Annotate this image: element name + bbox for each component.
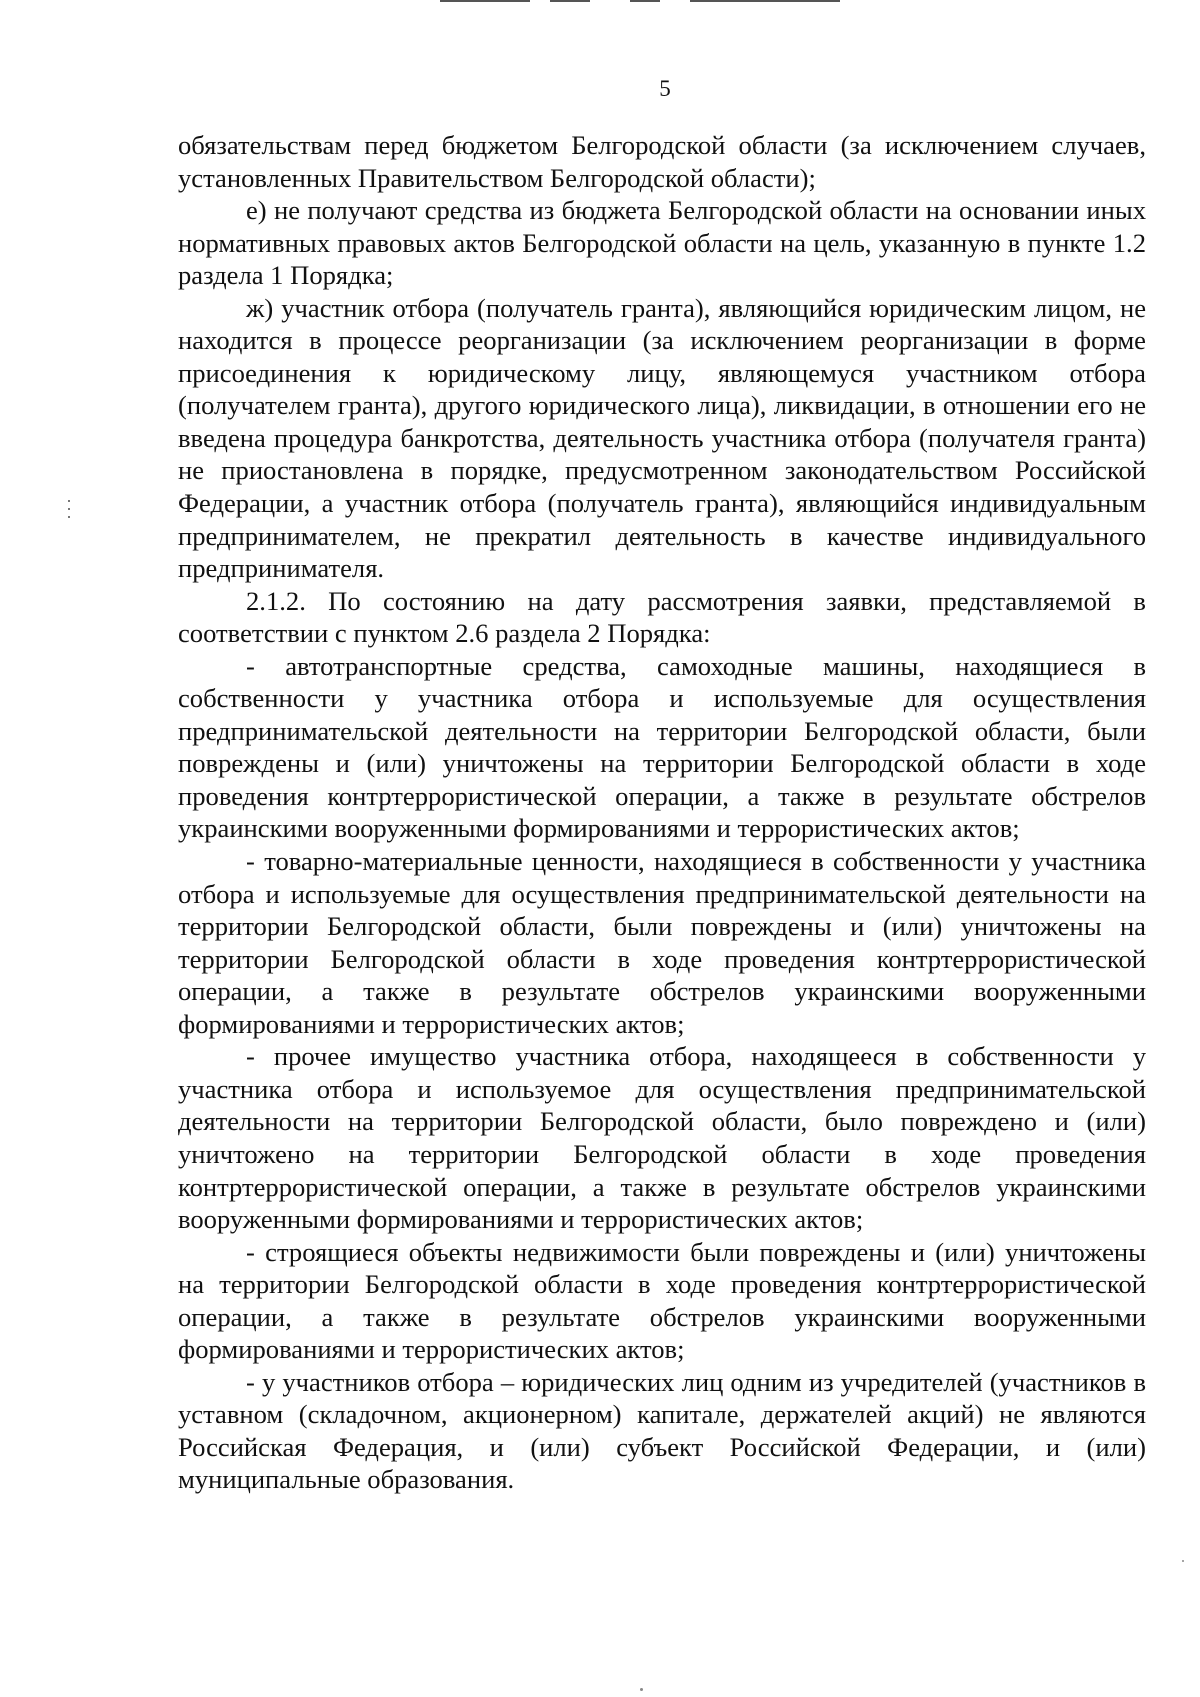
list-item: - товарно-материальные ценности, находящиеся в собственности у участника отбора и используемые для осуществления предпринимательской деятельности на территории Белгородской области, были повреждены и (или) уничтожены на территории Белгородской области в ходе проведения контртеррористической операции, а также в результате обстрелов украинскими вооруженными формированиями и террористических актов; [178, 846, 1146, 1039]
list-item: - автотранспортные средства, самоходные машины, находящиеся в собственности у участника отбора и используемые для осуществления предпринимательской деятельности на территории Белгородской области, были повреждены и (или) уничтожены на территории Белгородской области в ходе проведения контртеррористической операции, а также в результате обстрелов украинскими вооруженными формированиями и террористических актов; [178, 650, 1146, 844]
document-body [178, 129, 1146, 1496]
scan-margin-marks [66, 500, 72, 522]
paragraph: 2.1.2. По состоянию на дату рассмотрения заявки, представляемой в соответствии с пунктом 2.6 раздела 2 Порядка: [178, 585, 1146, 649]
scan-speck [1182, 1560, 1184, 1562]
scan-top-marks [440, 0, 840, 6]
paragraph: е) не получают средства из бюджета Белгородской области на основании иных нормативных правовых актов Белгородской области на цель, указанную в пункте 1.2 раздела 1 Порядка; [178, 195, 1146, 291]
page-number: 5 [659, 76, 671, 101]
scan-speck [640, 1688, 643, 1691]
list-item: - прочее имущество участника отбора, находящееся в собственности у участника отбора и используемое для осуществления предпринимательской деятельности на территории Белгородской области, было повреждено и (или) уничтожено на территории Белгородской области в ходе проведения контртеррористической операции, а также в результате обстрелов украинскими вооруженными формированиями и террористических актов; [178, 1041, 1146, 1235]
list-item: - строящиеся объекты недвижимости были повреждены и (или) уничтожены на территории Белгородской области в ходе проведения контртеррористической операции, а также в результате обстрелов украинскими вооруженными формированиями и террористических актов; [178, 1236, 1146, 1365]
list-item: - у участников отбора – юридических лиц одним из учредителей (участников в уставном (складочном, акционерном) капитале, держателей акций) не являются Российская Федерация, и (или) субъект Российской Федерации, и (или) муниципальные образования. [178, 1366, 1146, 1495]
paragraph: обязательствам перед бюджетом Белгородской области (за исключением случаев, установленных Правительством Белгородской области); [178, 130, 1146, 193]
paragraph: ж) участник отбора (получатель гранта), являющийся юридическим лицом, не находится в процессе реорганизации (за исключением реорганизации в форме присоединения к юридическому лицу, являющемуся участником отбора (получателем гранта), другого юридического лица), ликвидации, в отношении его не введена процедура банкротства, деятельность участника отбора (получателя гранта) не приостановлена в порядке, предусмотренном законодательством Российской Федерации, а участник отбора (получатель гранта), являющийся индивидуальным предпринимателем, не прекратил деятельность в качестве индивидуального предпринимателя. [178, 292, 1146, 584]
